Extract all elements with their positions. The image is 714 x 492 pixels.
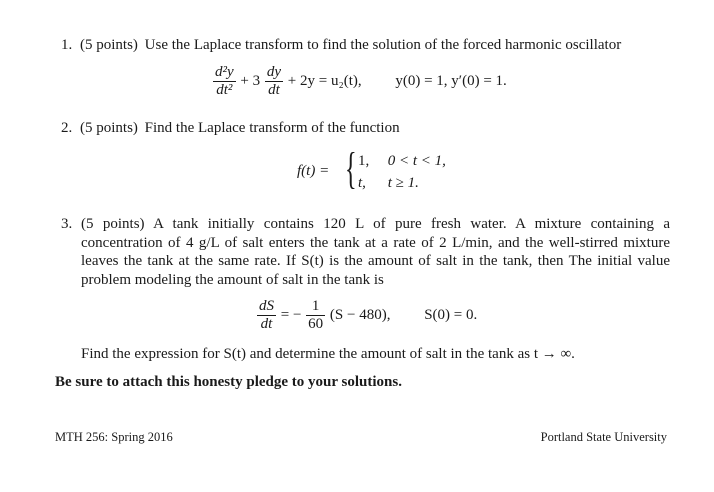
frac-numerator: dy <box>266 64 282 80</box>
honesty-pledge: Be sure to attach this honesty pledge to your solutions. <box>55 374 402 390</box>
problem-3-body <box>61 215 670 289</box>
problem-3-equation <box>256 298 477 333</box>
case-row-1 <box>358 153 446 170</box>
problem-2-points: (5 points) <box>80 120 138 136</box>
footer-course: MTH 256: Spring 2016 <box>55 430 173 444</box>
frac-numerator: d²y <box>215 64 234 80</box>
frac-dy-dt <box>265 64 283 99</box>
case-2-condition: t ≥ 1. <box>387 175 419 191</box>
frac-denominator: dt <box>260 316 273 332</box>
case-1-condition: 0 < t < 1, <box>387 153 446 169</box>
case-1-value: 1, <box>358 153 370 169</box>
equals-minus: = − <box>280 306 302 323</box>
coefficient: + 3 <box>240 72 261 89</box>
left-brace: { <box>345 144 357 193</box>
piecewise-lhs: f(t) = <box>297 163 330 179</box>
frac-numerator: dS <box>259 298 274 314</box>
frac-denominator: 60 <box>308 316 324 332</box>
case-2-value: t, <box>358 175 366 191</box>
problem-1-points: (5 points) <box>80 37 138 53</box>
frac-d2y-dt2 <box>213 64 236 99</box>
problem-3-points: (5 points) <box>81 216 145 232</box>
frac-denominator: dt <box>268 82 280 98</box>
problem-1-equation <box>212 64 507 99</box>
problem-3-number: 3. <box>61 216 73 232</box>
footer-university: Portland State University <box>540 430 667 444</box>
problem-3-text: A tank initially contains 120 L of pure fresh water. A mixture containing a concentration of 4 g/L of salt enters the tank at a rate of 2 L/min, and the well-stirred mixture leaves the tank at the same rate. If S(t) is the amount of salt in the tank, then The initial value problem modeling the amount of salt in the tank is <box>81 216 670 288</box>
problem-2 <box>61 119 671 138</box>
initial-conditions: y(0) = 1, y′(0) = 1. <box>395 72 507 89</box>
equation-rest: + 2y = u₂(t), <box>287 72 362 89</box>
problem-3-followup: Find the expression for S(t) and determine the amount of salt in the tank as t → ∞. <box>81 346 575 362</box>
problem-2-number: 2. <box>61 120 73 136</box>
problem-1-text: Use the Laplace transform to find the solution of the forced harmonic oscillator <box>144 37 622 53</box>
frac-denominator: dt² <box>216 82 233 98</box>
equation-rest: (S − 480), <box>329 306 391 323</box>
frac-1-60 <box>306 298 325 333</box>
initial-condition: S(0) = 0. <box>424 306 478 323</box>
problem-3 <box>61 215 670 289</box>
frac-dS-dt <box>257 298 276 333</box>
problem-1 <box>61 36 671 55</box>
case-row-2 <box>358 175 419 192</box>
problem-2-text: Find the Laplace transform of the function <box>144 120 400 136</box>
problem-1-number: 1. <box>61 37 73 53</box>
frac-numerator: 1 <box>306 298 325 316</box>
